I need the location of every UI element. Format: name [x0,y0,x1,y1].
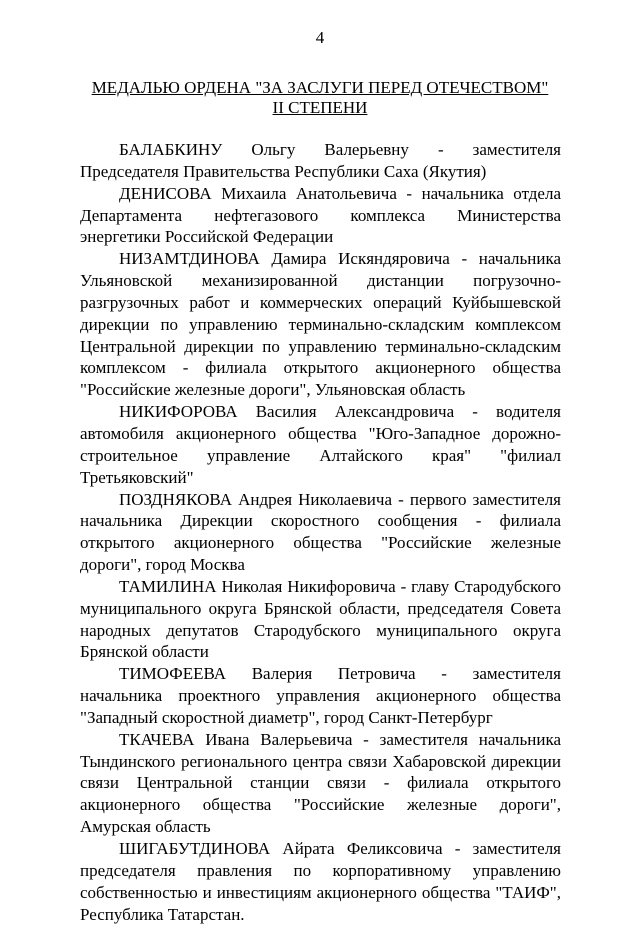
awardee-entry: БАЛАБКИНУ Ольгу Валерьевну - заместителя Председателя Правительства Республики Саха (Якутия) [80,140,561,181]
awardee-entry: ПОЗДНЯКОВА Андрея Николаевича - первого заместителя начальника Дирекции скоростного сообщения - филиала открытого акционерного общества "Российские железные дороги", город Москва [80,489,561,575]
awardee-entry: ТКАЧЕВА Ивана Валерьевича - заместителя начальника Тындинского регионального центра связи Хабаровской дирекции связи Центральной станции связи - филиала открытого акционерного общества "Российские железные дороги", Амурская область [80,729,561,837]
awardee-entry: ШИГАБУТДИНОВА Айрата Феликсовича - заместителя председателя правления по корпоративному управлению собственностью и инвестициям акционерного общества "ТАИФ", Республика Татарстан. [80,839,561,924]
award-heading [0,78,640,118]
awardee-entry: ТАМИЛИНА Николая Никифоровича - главу Стародубского муниципального округа Брянской области, председателя Совета народных депутатов Стародубского муниципального округа Брянской области [80,576,561,662]
award-heading-line-1: МЕДАЛЬЮ ОРДЕНА "ЗА ЗАСЛУГИ ПЕРЕД ОТЕЧЕСТВОМ" [91,78,549,97]
awardee-entry: ТИМОФЕЕВА Валерия Петровича - заместителя начальника проектного управления акционерного общества "Западный скоростной диаметр", город Санкт-Петербург [80,664,561,727]
awardee-list [80,139,561,925]
award-heading-line-2: II СТЕПЕНИ [272,98,368,117]
page-number: 4 [315,28,325,47]
awardee-entry: ДЕНИСОВА Михаила Анатольевича - начальника отдела Департамента нефтегазового комплекса Министерства энергетики Российской Федерации [80,183,561,247]
awardee-entry: НИКИФОРОВА Василия Александровича - водителя автомобиля акционерного общества "Юго-Западное дорожно-строительное управление Алтайского края" "филиал Третьяковский" [80,402,561,487]
awardee-entry: НИЗАМТДИНОВА Дамира Искяндяровича - начальника Ульяновской механизированной дистанции погрузочно-разгрузочных работ и коммерческих операций Куйбышевской дирекции по управлению терминально-складским комплексом Центральной дирекции по управлению терминально-складским комплексом - филиала открытого акционерного общества "Российские железные дороги", Ульяновская область [80,249,561,400]
